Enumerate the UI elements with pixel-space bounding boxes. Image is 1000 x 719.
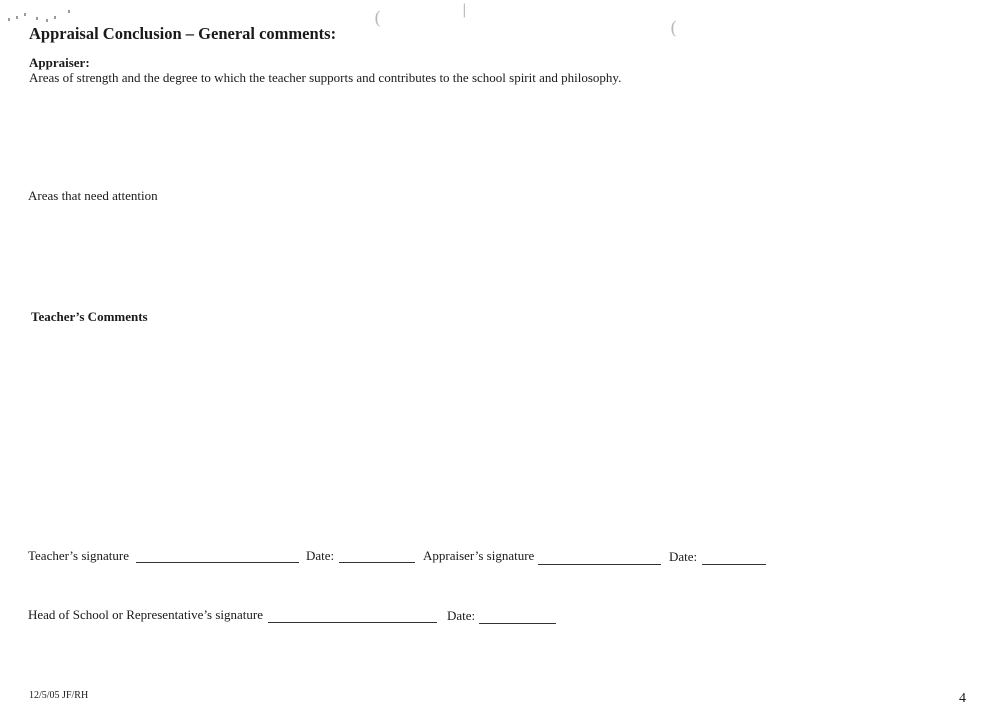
strengths-prompt: Areas of strength and the degree to which the teacher supports and contributes to the school spirit and philosophy. (29, 70, 622, 85)
attention-prompt: Areas that need attention (28, 188, 158, 203)
scan-dots-artifact (8, 10, 72, 24)
date-line-appraiser[interactable] (702, 564, 766, 565)
head-signature-line[interactable] (268, 622, 437, 623)
teacher-comments-heading: Teacher’s Comments (31, 309, 148, 324)
appraiser-heading: Appraiser: (29, 55, 90, 70)
appraiser-signature-line[interactable] (538, 564, 661, 565)
scan-bracket-artifact-right: ( (670, 18, 678, 39)
scan-bracket-artifact: ( (374, 8, 382, 29)
scan-tick-artifact: | (462, 2, 467, 18)
revision-code: 12/5/05 JF/RH (29, 690, 89, 701)
date-line-head[interactable] (479, 623, 556, 624)
date-label-head: Date: (447, 608, 476, 623)
head-signature-label: Head of School or Representative’s signature (28, 607, 264, 622)
page-number: 4 (959, 691, 966, 706)
appraiser-signature-label: Appraiser’s signature (423, 548, 535, 563)
date-line-teacher[interactable] (339, 562, 415, 563)
form-title: Appraisal Conclusion – General comments: (29, 24, 337, 43)
date-label-appraiser: Date: (669, 549, 698, 564)
teacher-signature-label: Teacher’s signature (28, 548, 129, 563)
date-label-teacher: Date: (306, 548, 335, 563)
teacher-signature-line[interactable] (136, 562, 299, 563)
